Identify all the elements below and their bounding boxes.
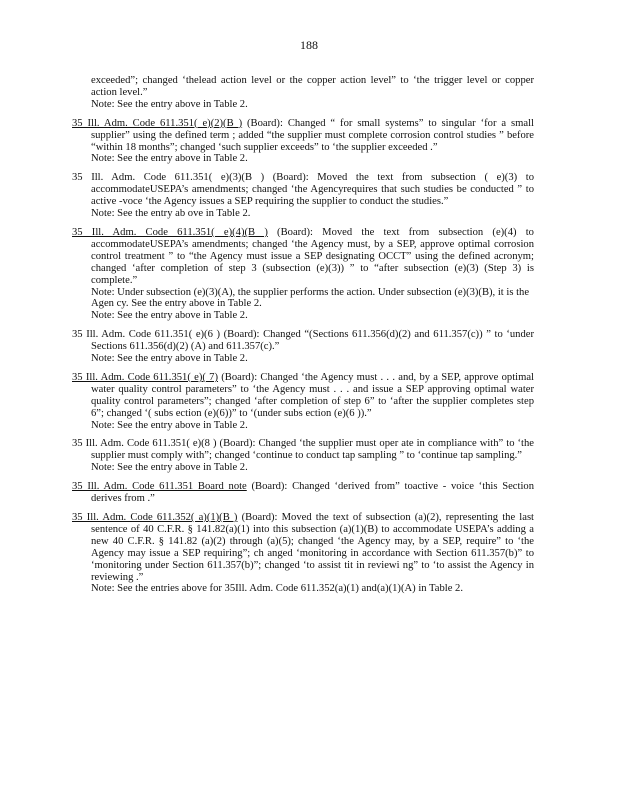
entry-citation: 35 Ill. Adm. Code 611.351( e)(4)(B ) [72,226,268,238]
entry-text [72,227,534,287]
entry-note: Note: See the entry ab ove in Table 2. [91,208,251,220]
entry-note: Note: Under subsection (e)(3)(A), the supplier performs the action. Under subsection (e)(3)(B), it is the Agen cy. See the entry above in Table 2. Note: See the entry above in Table 2. [91,286,530,322]
entry-citation: 35 Ill. Adm. Code 611.351( e)(2)(B ) [72,117,243,129]
entry-text [72,512,534,583]
entry-text [72,118,534,154]
entry-citation: 35 Ill. Adm. Code 611.351( e)(3)(B ) [72,172,265,184]
entry-description: (Board): Moved the text of subsection (a)(2), representing the last sentence of 40 C.F.R. § 141.82(a)(1) into this subsection (a)(1)(B) to accommodate USEPA’s adding a new 40 C.F.R. § 141.82 (a)(2) through (a)(5); changed ‘the Agency may, by a SEP, require” to ‘the Agency may issue a SEP requiring”; ch anged ‘monitoring in accordance with Section 611.357(b)” to ‘monitoring under Section 611.357(b)”; changed ‘to assist tit in reviewi ng” to ‘to assist the Agency in reviewing .” [91,512,535,583]
entry-block [72,481,534,505]
page-body [72,75,534,595]
entry-block [72,227,534,322]
continuation-paragraph [72,75,534,111]
entry-note: Note: See the entry above in Table 2. [91,353,248,365]
entry-text [72,438,534,462]
entry-note: Note: See the entry above in Table 2. [91,419,248,431]
entry-citation: 35 Ill. Adm. Code 611.351( e)(8 ) [72,438,217,450]
entry-text [72,372,534,420]
entry-text [72,329,534,353]
entries-list [72,118,534,596]
page-number: 188 [300,38,318,52]
entry-note: Note: See the entry above in Table 2. [91,462,248,474]
entry-description: (Board): Changed “ for small systems” to singular ‘for a small supplier” using the defined term ; added “the supplier must complete corrosion control studies ” before “within 18 months”; changed ‘such supplier exceeds” to ‘the supplier exceeded .” [91,117,534,153]
entry-citation: 35 Ill. Adm. Code 611.352( a)(1)(B ) [72,512,238,523]
entry-note: Note: See the entry above in Table 2. [91,153,248,165]
entry-block [72,329,534,365]
entry-description: (Board): Changed ‘the supplier must oper ate in compliance with” to ‘the supplier must comply with”; changed ‘continue to conduct tap sampling ” to ‘continue tap sampling.” [91,438,534,462]
entry-description: (Board): Moved the text from subsection ( e)(3) to accommodateUSEPA’s amendments; changed ‘the Agencyrequires that such studies be conducted ” to active -voce ‘the Agency issues a SEP requiring the supplier to conduct the studies.” [91,172,534,208]
entry-text [72,481,534,505]
entry-block [72,172,534,220]
continuation-note: Note: See the entry above in Table 2. [91,98,248,110]
entry-block [72,438,534,474]
entry-block [72,372,534,432]
entry-note: Note: See the entries above for 35Ill. Adm. Code 611.352(a)(1) and(a)(1)(A) in Table 2. [91,583,463,595]
entry-citation: 35 Ill. Adm. Code 611.351( e)( 7) [72,371,218,383]
continuation-text: exceeded”; changed ‘thelead action level or the copper action level” to ‘the trigger level or copper action level.” [91,75,534,98]
entry-description: (Board): Changed ‘the Agency must . . . and, by a SEP, approve optimal water quality control parameters” to ‘the Agency must . . . and issue a SEP approving optimal water quality control parameters”; changed ‘after completion of step 6” to ‘after the supplier completes step 6”; changed ‘( subs ection (e)(6))” to ‘(under subs ection (e)(6 )).” [91,371,534,419]
entry-block [72,118,534,166]
entry-description: (Board): Changed “(Sections 611.356(d)(2) and 611.357(c)) ” to ‘under Sections 611.356(d)(2) (A) and 611.357(c).” [91,329,534,353]
entry-citation: 35 Ill. Adm. Code 611.351 Board note [72,481,247,493]
entry-citation: 35 Ill. Adm. Code 611.351( e)(6 ) [72,329,220,341]
entry-text [72,172,534,208]
entry-description: (Board): Moved the text from subsection (e)(4) to accommodateUSEPA’s amendments; changed ‘the Agency must, by a SEP, approve optimal corrosion control treatment ” to “the Agency must issue a SEP designating OCCT” using the defined acronym; changed ‘after completion of step 3 (subsection (e)(3)) ” to “after subsection (e)(3) (Step 3) is complete.” [91,226,534,286]
entry-description: (Board): Changed ‘derived from” toactive - voice ‘this Section derives from .” [91,481,534,505]
entry-block [72,512,534,595]
